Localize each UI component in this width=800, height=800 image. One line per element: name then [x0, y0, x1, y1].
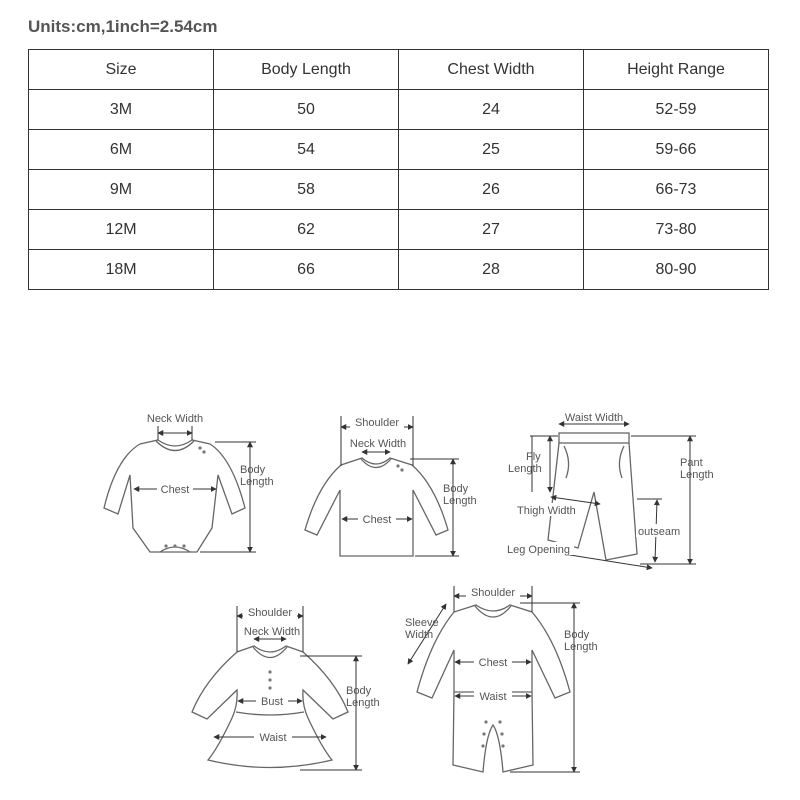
leg-opening-label: Leg Opening — [507, 544, 570, 556]
shoulder-label: Shoulder — [354, 417, 400, 429]
crotch-snap — [482, 732, 485, 735]
cell-body-length: 62 — [214, 210, 399, 250]
cell-size: 3M — [29, 90, 214, 130]
neck-width-label: Neck Width — [243, 626, 301, 638]
crotch-snap — [173, 544, 176, 547]
waist-label: Waist — [259, 732, 287, 744]
table-row — [29, 90, 769, 130]
top-diagram — [305, 415, 477, 556]
shoulder-label: Shoulder — [247, 607, 293, 619]
bust-label: Bust — [260, 696, 284, 708]
dress-diagram — [192, 605, 380, 770]
cell-body-length: 58 — [214, 170, 399, 210]
thigh-width-label: Thigh Width — [517, 505, 576, 517]
cell-size: 9M — [29, 170, 214, 210]
body-length-label-2: Length — [240, 476, 274, 488]
dress-button — [268, 678, 271, 681]
crotch-snap — [484, 720, 487, 723]
cell-height-range: 73-80 — [584, 210, 769, 250]
pants-waistband — [559, 433, 629, 443]
shoulder-label: Shoulder — [470, 587, 516, 599]
body-length-label-2: Length — [443, 495, 477, 507]
dress-button — [268, 686, 271, 689]
body-length-label-1: Body — [564, 629, 590, 641]
cell-chest-width: 24 — [399, 90, 584, 130]
cell-chest-width: 26 — [399, 170, 584, 210]
header-chest-width: Chest Width — [399, 50, 584, 90]
crotch-snap — [164, 544, 167, 547]
pants-pocket-right — [619, 446, 624, 478]
diagrams-canvas — [0, 300, 800, 800]
header-size: Size — [29, 50, 214, 90]
top-outline — [305, 458, 448, 556]
cell-height-range: 59-66 — [584, 130, 769, 170]
body-length-label-2: Length — [346, 697, 380, 709]
bodysuit-diagram — [104, 413, 274, 552]
cell-chest-width: 28 — [399, 250, 584, 290]
cell-size: 18M — [29, 250, 214, 290]
table-row — [29, 250, 769, 290]
crotch-snap — [182, 544, 185, 547]
shoulder-snap — [198, 446, 201, 449]
sleeve-width-label-1: Sleeve — [405, 617, 439, 629]
cell-body-length: 66 — [214, 250, 399, 290]
fly-length-label-2: Length — [508, 463, 542, 475]
cell-body-length: 54 — [214, 130, 399, 170]
crotch-snap — [500, 732, 503, 735]
body-length-label-1: Body — [346, 685, 372, 697]
crotch-snap — [481, 744, 484, 747]
outseam-label: outseam — [638, 526, 681, 538]
shoulder-snap — [400, 468, 403, 471]
table-row — [29, 170, 769, 210]
neck-width-label: Neck Width — [146, 413, 204, 425]
table-header-row — [29, 50, 769, 90]
header-height-range: Height Range — [584, 50, 769, 90]
cell-size: 6M — [29, 130, 214, 170]
cell-chest-width: 25 — [399, 130, 584, 170]
units-note: Units:cm,1inch=2.54cm — [28, 17, 218, 36]
shoulder-snap — [202, 450, 205, 453]
crotch-snap — [501, 744, 504, 747]
header-body-length: Body Length — [214, 50, 399, 90]
neck-width-label: Neck Width — [349, 438, 407, 450]
dress-button — [268, 670, 271, 673]
pant-length-label-2: Length — [680, 469, 714, 481]
cell-chest-width: 27 — [399, 210, 584, 250]
sleeve-width-label-2: Width — [405, 629, 434, 641]
table-row — [29, 130, 769, 170]
body-length-label-1: Body — [443, 483, 469, 495]
pants-diagram — [506, 412, 714, 568]
size-chart-table — [28, 49, 769, 290]
cell-height-range: 66-73 — [584, 170, 769, 210]
table-row — [29, 210, 769, 250]
body-length-label-1: Body — [240, 464, 266, 476]
body-length-label-2: Length — [564, 641, 598, 653]
dress-waistline — [236, 712, 304, 715]
cell-height-range: 52-59 — [584, 90, 769, 130]
chest-label: Chest — [160, 484, 190, 496]
romper-outline — [417, 605, 570, 772]
pant-length-label-1: Pant — [680, 457, 703, 469]
chest-label: Chest — [478, 657, 508, 669]
shoulder-snap — [396, 464, 399, 467]
cell-height-range: 80-90 — [584, 250, 769, 290]
bodysuit-crotch — [160, 547, 190, 552]
waist-label: Waist — [479, 691, 507, 703]
waist-width-label: Waist Width — [564, 412, 624, 424]
pants-pocket-left — [564, 446, 569, 478]
cell-body-length: 50 — [214, 90, 399, 130]
cell-size: 12M — [29, 210, 214, 250]
romper-diagram — [405, 585, 598, 772]
measurement-diagrams — [0, 300, 800, 800]
crotch-snap — [498, 720, 501, 723]
chest-label: Chest — [362, 514, 392, 526]
fly-length-label-1: Fly — [526, 451, 541, 463]
